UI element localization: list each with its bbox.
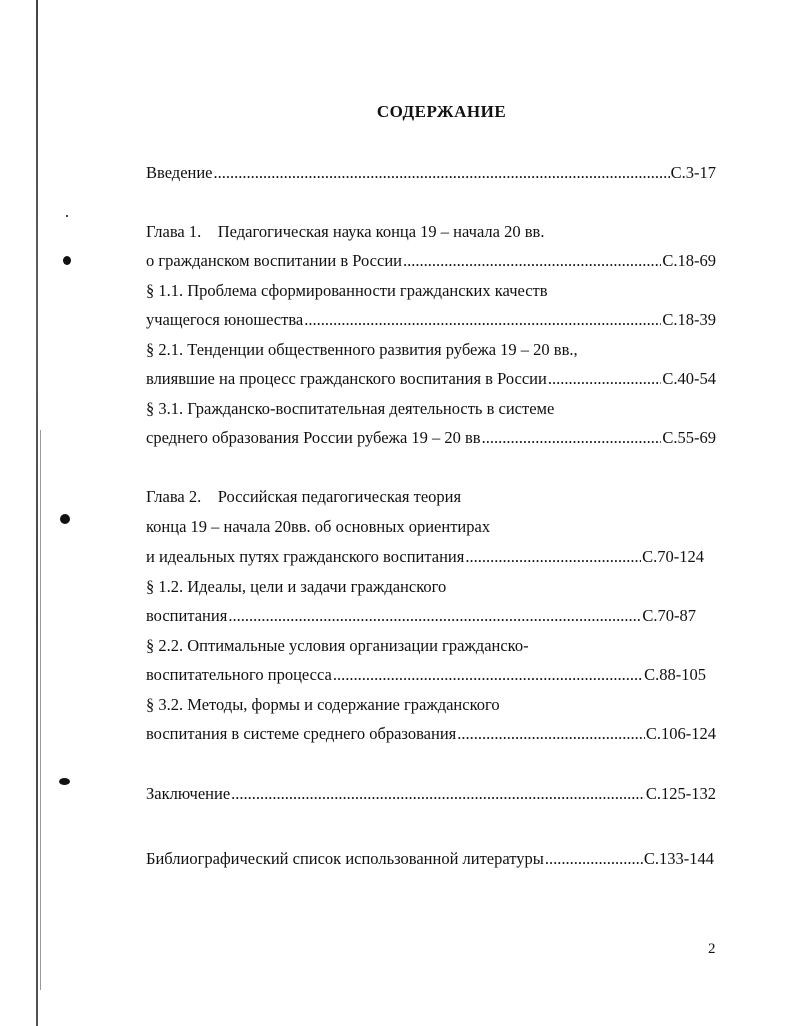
toc-entry-bibliography xyxy=(146,848,714,870)
toc-entry-pages: С.18-39 xyxy=(662,310,716,329)
toc-entry-pages: С.133-144 xyxy=(643,849,714,868)
dot-leader xyxy=(545,848,643,870)
toc-section-heading: § 3.2. Методы, формы и содержание гражданского xyxy=(146,695,500,714)
toc-entry-section-3-1 xyxy=(146,427,716,449)
scan-blot xyxy=(60,514,70,524)
scan-blot xyxy=(59,778,70,785)
scan-edge-artifact xyxy=(36,0,38,1026)
toc-entry-pages: С.125-132 xyxy=(645,784,716,803)
toc-entry-chapter-2 xyxy=(146,546,704,568)
dot-leader xyxy=(228,605,641,627)
toc-entry-text: Заключение xyxy=(146,784,231,803)
toc-chapter-heading: конца 19 – начала 20вв. об основных ориентирах xyxy=(146,517,491,536)
toc-entry-intro xyxy=(146,162,716,184)
toc-entry-pages: С.55-69 xyxy=(662,428,716,447)
dot-leader xyxy=(403,250,661,272)
dot-leader xyxy=(482,427,662,449)
dot-leader xyxy=(304,309,661,331)
toc-entry-conclusion xyxy=(146,783,716,805)
toc-entry-pages: С.70-87 xyxy=(642,606,696,625)
toc-entry-section-2-2 xyxy=(146,664,706,686)
dot-leader xyxy=(457,723,645,745)
toc-entry-text: учащегося юношества xyxy=(146,310,304,329)
toc-entry-pages: С.70-124 xyxy=(642,547,704,566)
toc-chapter-heading: Глава 2. Российская педагогическая теория xyxy=(146,487,462,506)
toc-section-heading: § 2.1. Тенденции общественного развития рубежа 19 – 20 вв., xyxy=(146,340,578,359)
toc-entry-text: и идеальных путях гражданского воспитания xyxy=(146,547,465,566)
toc-entry-section-1-1 xyxy=(146,309,716,331)
toc-entry-text: воспитания xyxy=(146,606,228,625)
toc-entry-pages: С.106-124 xyxy=(645,724,716,743)
toc-entry-pages: С.40-54 xyxy=(662,369,716,388)
dot-leader xyxy=(465,546,641,568)
toc-entry-text: о гражданском воспитании в России xyxy=(146,251,402,270)
scan-blot xyxy=(63,256,71,265)
toc-entry-section-1-2 xyxy=(146,605,696,627)
toc-entry-text: среднего образования России рубежа 19 – 20 вв xyxy=(146,428,481,447)
toc-section-heading: § 2.2. Оптимальные условия организации гражданско- xyxy=(146,636,529,655)
toc-entry-section-3-2 xyxy=(146,723,716,745)
dot-leader xyxy=(231,783,645,805)
toc-entry-pages: С.3-17 xyxy=(670,163,716,182)
toc-entry-text: воспитательного процесса xyxy=(146,665,332,684)
toc-entry-chapter-1 xyxy=(146,250,716,272)
page-number: 2 xyxy=(708,941,716,957)
dot-leader xyxy=(548,368,662,390)
toc-entry-section-2-1 xyxy=(146,368,716,390)
toc-section-heading: § 1.2. Идеалы, цели и задачи гражданского xyxy=(146,577,447,596)
toc-section-heading: § 1.1. Проблема сформированности гражданских качеств xyxy=(146,281,548,300)
toc-entry-text: Библиографический список использованной литературы xyxy=(146,849,544,868)
toc-section-heading: § 3.1. Гражданско-воспитательная деятельность в системе xyxy=(146,399,555,418)
toc-entry-text: Введение xyxy=(146,163,213,182)
toc-entry-text: влиявшие на процесс гражданского воспитания в России xyxy=(146,369,547,388)
page-title: СОДЕРЖАНИЕ xyxy=(376,102,507,121)
toc-chapter-heading: Глава 1. Педагогическая наука конца 19 – начала 20 вв. xyxy=(146,222,545,241)
dot-leader xyxy=(214,162,670,184)
scan-edge-artifact xyxy=(40,430,41,990)
toc-entry-pages: С.88-105 xyxy=(644,665,706,684)
toc-entry-text: воспитания в системе среднего образования xyxy=(146,724,457,743)
toc-entry-pages: С.18-69 xyxy=(662,251,716,270)
dot-leader xyxy=(333,664,643,686)
scan-blot xyxy=(66,215,68,217)
